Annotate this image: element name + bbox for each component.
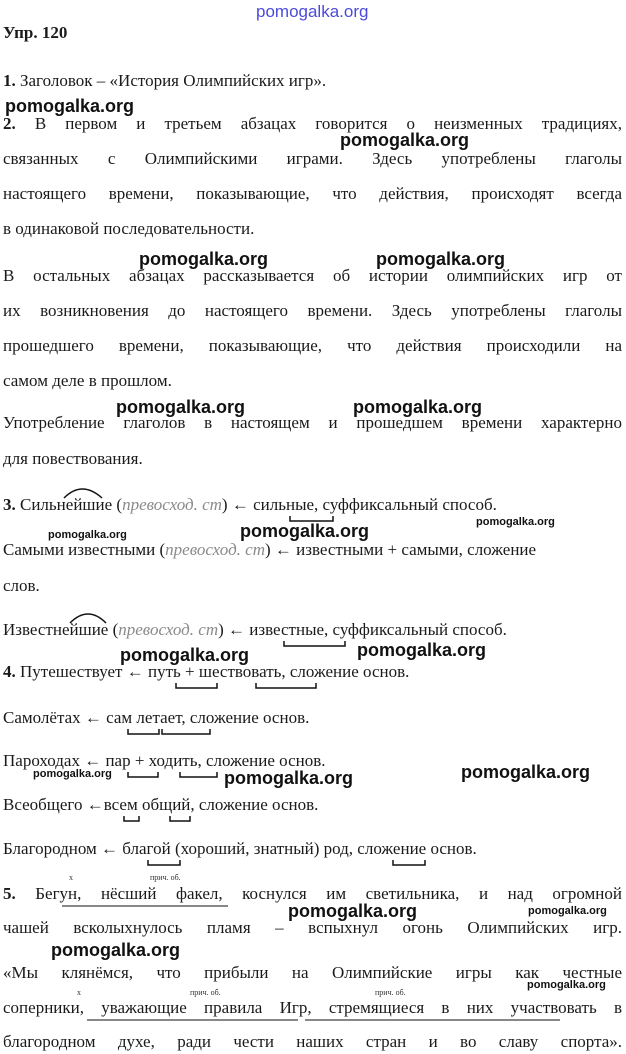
answer-3-line-2 <box>3 539 622 561</box>
answer-5-number: 5. <box>3 884 16 903</box>
answer-4-line-1 <box>3 661 622 683</box>
derivation-text: Путешествует ← путь + шествовать, сложение основ. <box>20 662 410 681</box>
answer-4-line-3: Пароходах ← пар + ходить, сложение основ. <box>3 751 326 770</box>
watermark: pomogalka.org <box>51 940 181 960</box>
root-bracket <box>128 729 159 734</box>
root-bracket <box>256 683 316 688</box>
root-bracket <box>162 729 210 734</box>
watermark: pomogalka.org <box>5 96 135 116</box>
grammar-note: превосход. ст <box>122 495 222 514</box>
watermark: pomogalka.org <box>139 249 269 269</box>
watermark: pomogalka.org <box>48 529 127 541</box>
marker-x: x <box>77 988 81 997</box>
derivation-text: известные, суффиксальный способ. <box>249 620 507 639</box>
watermark: pomogalka.org <box>116 397 246 417</box>
watermark: pomogalka.org <box>476 516 555 528</box>
answer-2-line-2: связанных с Олимпийскими играми. Здесь употреблены глаголы <box>3 149 622 168</box>
paren-open: ( <box>159 540 166 559</box>
paragraph-4-line-1: Употребление глаголов в настоящем и прошедшем времени характерно <box>3 413 622 432</box>
answer-1-text: Заголовок – «История Олимпийских игр». <box>20 71 327 90</box>
root-bracket <box>128 772 158 777</box>
answer-3-line-3: слов. <box>3 576 40 595</box>
watermark-top: pomogalka.org <box>256 2 369 21</box>
answer-3-line-4 <box>3 619 622 641</box>
watermark: pomogalka.org <box>288 901 418 921</box>
answer-2-line-3: настоящего времени, показывающие, что действия, происходят всегда <box>3 184 622 203</box>
exercise-title: Упр. 120 <box>3 23 68 42</box>
root-bracket <box>148 860 180 865</box>
derivation-text: известными + самыми, сложение <box>296 540 537 559</box>
watermark: pomogalka.org <box>528 905 607 917</box>
grammar-note: превосход. ст <box>165 540 265 559</box>
paren-close: ) <box>221 495 228 514</box>
paragraph-4-line-2: для повествования. <box>3 449 143 468</box>
derivation-text: сильные, суффиксальный способ. <box>253 495 497 514</box>
root-bracket <box>170 816 190 821</box>
arrow: ← <box>274 540 292 559</box>
root-bracket <box>124 816 139 821</box>
watermark: pomogalka.org <box>527 979 606 991</box>
word-izvestneyshie: Известнейшие <box>3 620 109 639</box>
arrow: ← <box>231 495 249 514</box>
answer-1-number: 1. <box>3 71 16 90</box>
watermark: pomogalka.org <box>376 249 506 269</box>
paragraph-3-line-4: самом деле в прошлом. <box>3 371 172 390</box>
paren-close: ) <box>218 620 224 639</box>
watermark: pomogalka.org <box>340 130 470 150</box>
arrow: ← <box>228 620 246 639</box>
answer-3-line-1 <box>3 494 622 516</box>
watermark: pomogalka.org <box>33 768 112 780</box>
answer-2-number: 2. <box>3 114 16 133</box>
oath-line-2: соперники, уважающие правила Игр, стремящиеся в них участвовать в <box>3 998 622 1017</box>
paragraph-3-line-3: прошедшего времени, показывающие, что действия происходили на <box>3 336 622 355</box>
answer-4-number: 4. <box>3 662 16 681</box>
word-silneyshie: Сильнейшие <box>20 495 113 514</box>
root-bracket <box>180 772 217 777</box>
paragraph-3-line-1: В остальных абзацах рассказывается об истории олимпийских игр от <box>3 266 622 285</box>
answer-4-line-5: Благородном ← благой (хороший, знатный) род, сложение основ. <box>3 839 477 858</box>
marker-participle: прич. об. <box>375 988 406 997</box>
answer-2-text-1: В первом и третьем абзацах говорится о неизменных традициях, <box>34 114 622 133</box>
marker-x: x <box>69 873 73 882</box>
paren-open: ( <box>116 495 123 514</box>
paren-close: ) <box>265 540 271 559</box>
word-samymi-izvestnymi: Самыми известными <box>3 540 156 559</box>
paragraph-3-line-2: их возникновения до настоящего времени. Здесь употреблены глаголы <box>3 301 622 320</box>
answer-1 <box>3 70 622 92</box>
oath-line-3: благородном духе, ради чести наших стран и во славу спорта». <box>3 1032 622 1051</box>
marker-participle: прич. об. <box>150 873 181 882</box>
answer-3-number: 3. <box>3 495 16 514</box>
root-bracket <box>393 860 425 865</box>
watermark: pomogalka.org <box>353 397 483 417</box>
root-bracket <box>284 641 345 646</box>
watermark: pomogalka.org <box>461 762 591 782</box>
marker-participle: прич. об. <box>190 988 221 997</box>
grammar-note: превосход. ст <box>118 620 219 639</box>
answer-5-text-1: Бегун, нёсший факел, коснулся им светильника, и над огромной <box>35 884 622 903</box>
answer-4-line-4: Всеобщего ←всем общий, сложение основ. <box>3 795 319 814</box>
answer-4-line-2: Самолётах ← сам летает, сложение основ. <box>3 708 310 727</box>
answer-2-line-4: в одинаковой последовательности. <box>3 219 255 238</box>
paren-open: ( <box>112 620 119 639</box>
watermark: pomogalka.org <box>240 521 370 541</box>
watermark: pomogalka.org <box>120 645 250 665</box>
root-bracket <box>176 683 217 688</box>
watermark: pomogalka.org <box>357 640 487 660</box>
oath-line-1: «Мы клянёмся, что прибыли на Олимпийские игры как честные <box>3 963 622 982</box>
answer-5-line-2: чашей всколыхнулось пламя – вспыхнул огонь Олимпийских игр. <box>3 918 622 937</box>
watermark: pomogalka.org <box>224 768 354 788</box>
